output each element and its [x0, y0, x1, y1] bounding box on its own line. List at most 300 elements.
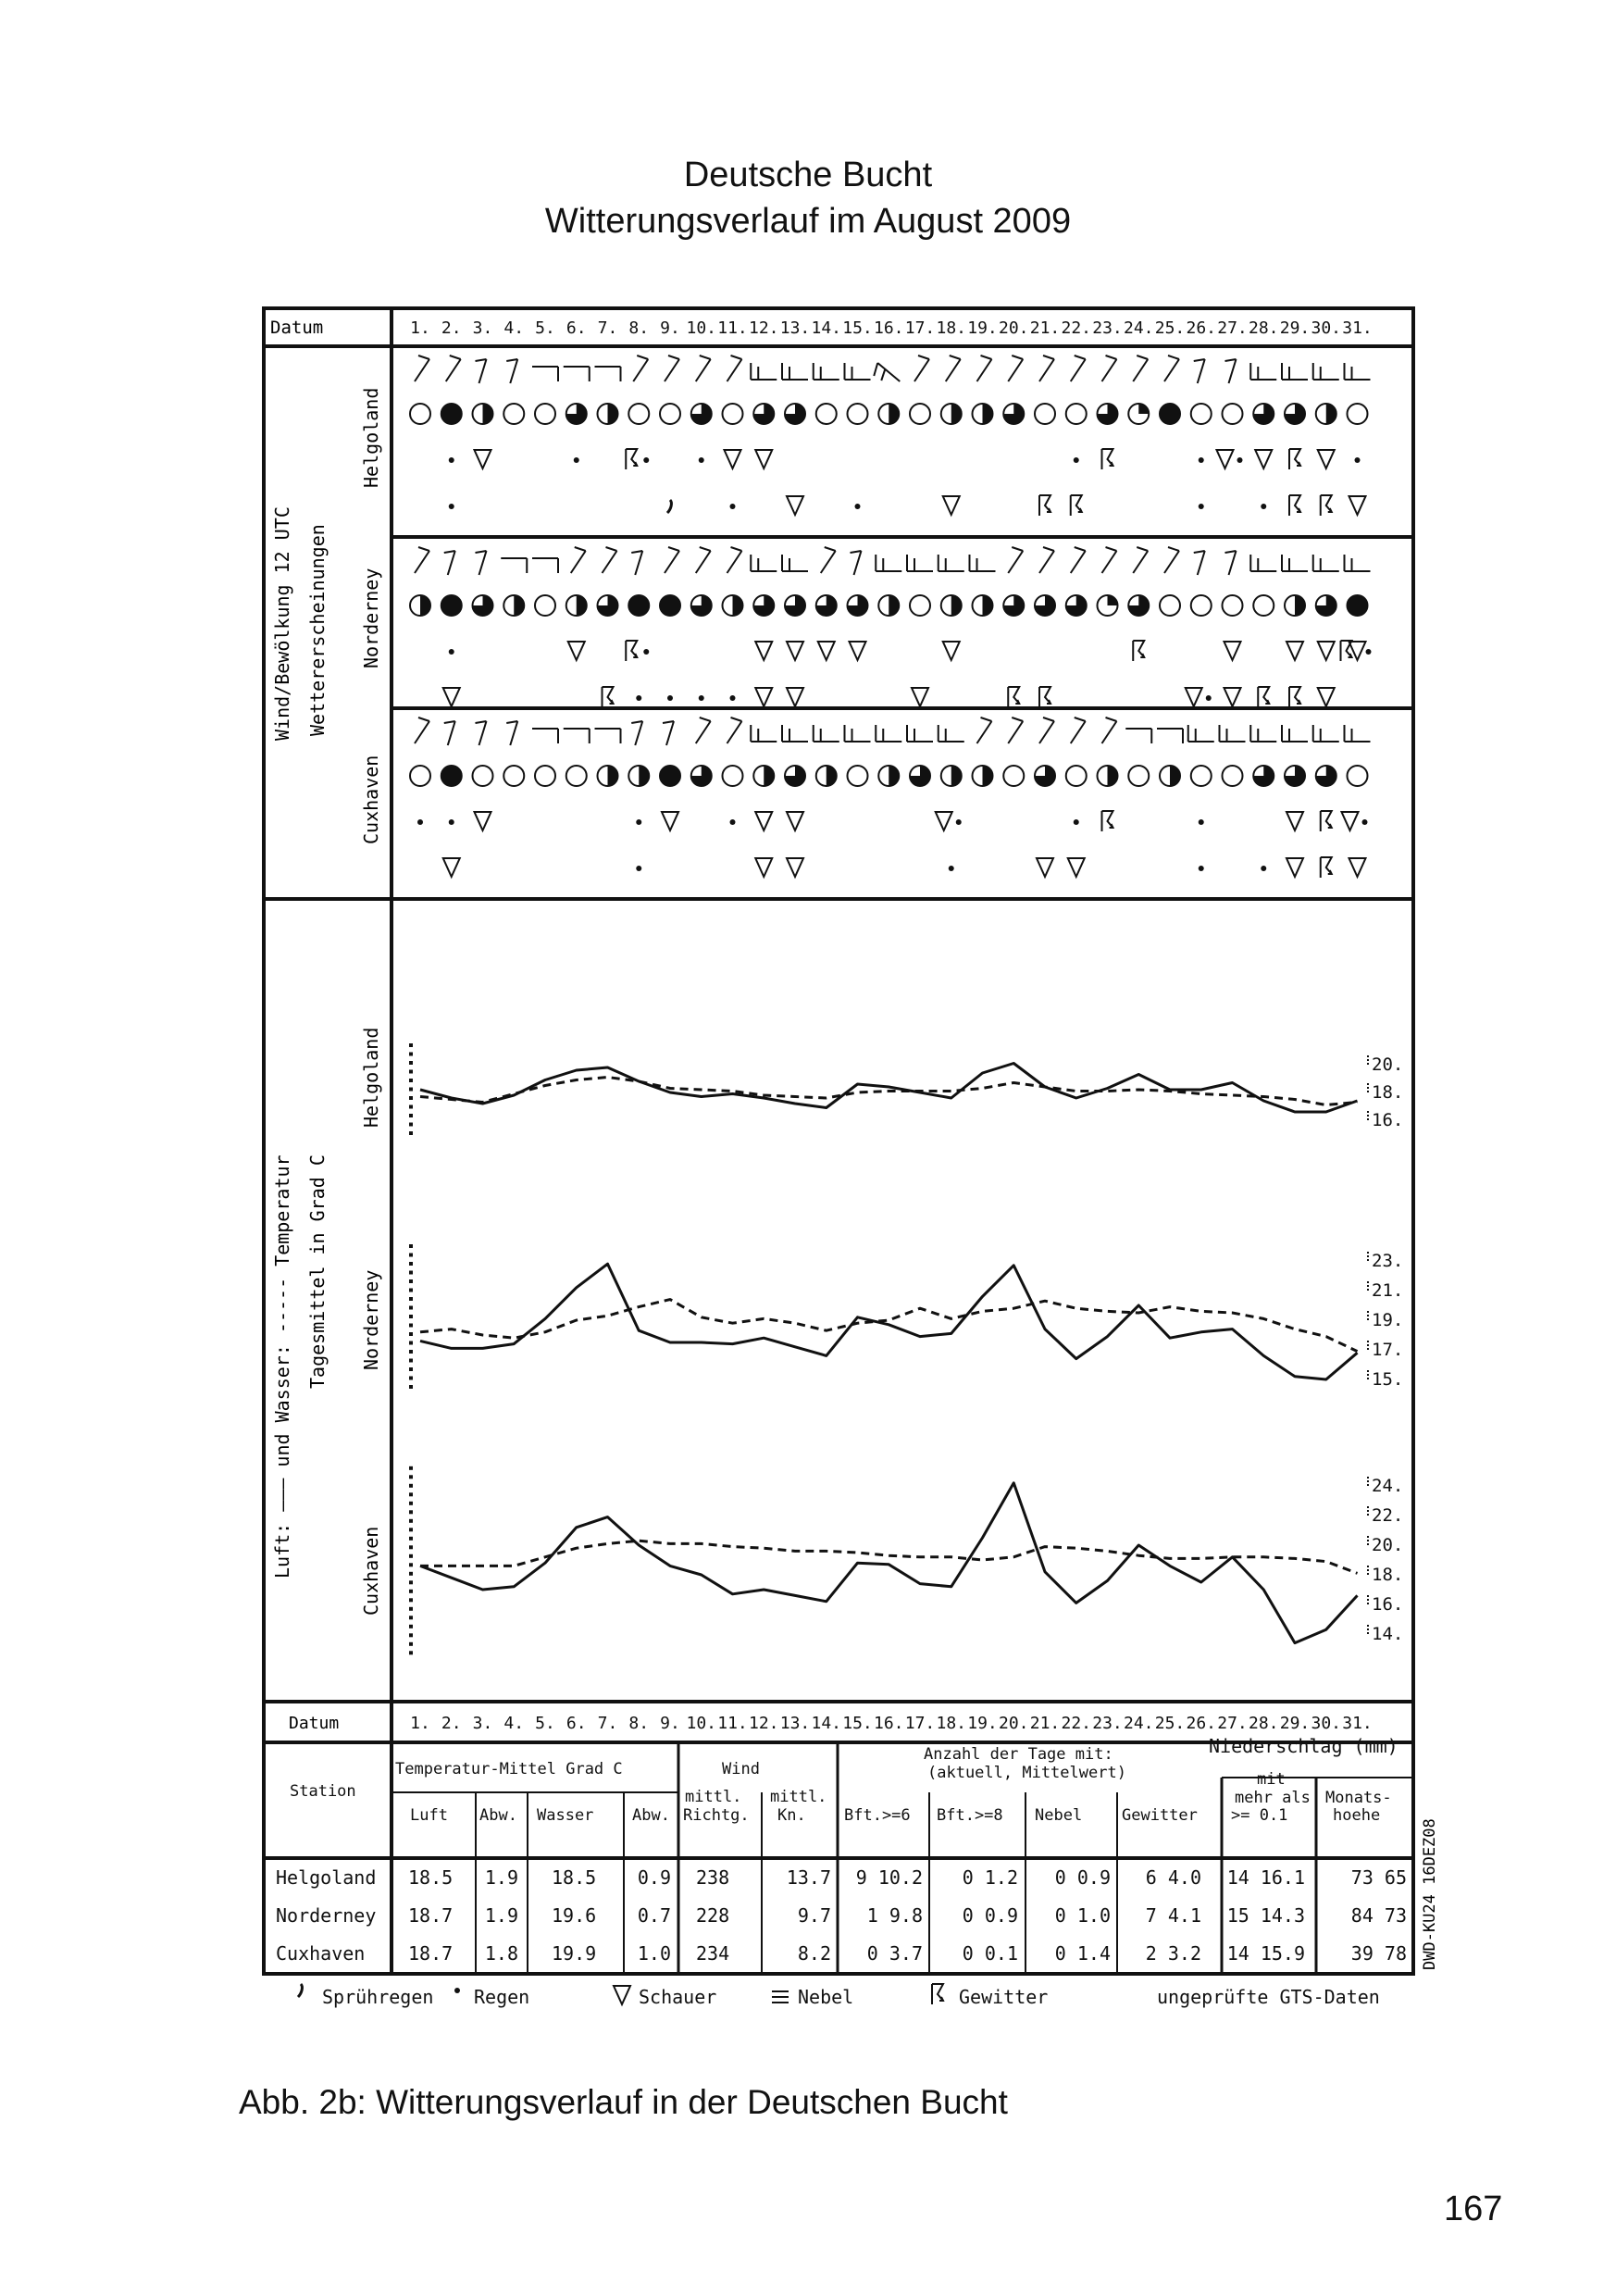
wind-barb-icon [603, 547, 617, 573]
axis-mark [409, 1537, 413, 1541]
bottom-day-label: 18. [936, 1714, 967, 1733]
cell-station: Cuxhaven [276, 1942, 366, 1965]
cell-abw2: 1.0 [637, 1942, 671, 1965]
wind-barb-icon [476, 359, 487, 383]
wind-barb-icon [1282, 555, 1308, 571]
cloud-cover-icon [441, 404, 462, 424]
drizzle-icon [667, 500, 671, 513]
cloud-cover-icon [503, 766, 524, 786]
storm-icon [1102, 449, 1113, 469]
wind-barb-icon [1225, 359, 1237, 383]
top-day-label: 9. [660, 318, 680, 338]
storm-icon [1289, 449, 1300, 469]
bottom-day-label: 29. [1279, 1714, 1311, 1733]
wind-barb-icon [751, 555, 777, 571]
axis-mark [409, 1096, 413, 1100]
wind-barb-icon [874, 363, 900, 381]
cloud-cover-icon [1223, 595, 1243, 616]
cloud-cover-icon [691, 595, 712, 616]
ytick-label: 17. [1372, 1340, 1404, 1360]
wind-barb-icon [631, 551, 642, 575]
wind-barb-icon [876, 725, 901, 742]
wind-barb-icon [1345, 725, 1371, 742]
storm-icon [626, 641, 637, 661]
cell-abw1: 1.9 [484, 1904, 518, 1927]
wind-barb-icon [977, 718, 992, 743]
top-day-label: 10. [686, 318, 717, 338]
cloud-cover-icon [1035, 404, 1055, 424]
ytick-label: 24. [1372, 1476, 1404, 1496]
cloud-cover-icon [410, 766, 430, 786]
wind-barb-icon [782, 725, 808, 742]
wind-side-label: Wind/Bewölkung 12 UTC [271, 506, 293, 741]
axis-mark [409, 1088, 413, 1092]
bottom-day-label: 20. [998, 1714, 1029, 1733]
shower-icon [662, 812, 678, 830]
wind-barb-icon [1313, 725, 1339, 742]
shower-icon [1224, 642, 1241, 660]
storm-icon [932, 1984, 943, 2004]
cloud-cover-icon [1128, 404, 1149, 424]
legend-drizzle: Sprühregen [322, 1986, 434, 2008]
cell-gewitter: 7 4.1 [1145, 1904, 1201, 1927]
dot-icon [1362, 819, 1368, 825]
th-days-group-1: Anzahl der Tage mit: [924, 1745, 1113, 1764]
th-monats-2: hoehe [1333, 1806, 1381, 1825]
cell-bft6: 9 10.2 [855, 1866, 923, 1889]
wind-barb-icon [814, 363, 839, 380]
bottom-day-label: 11. [717, 1714, 748, 1733]
shower-icon [1318, 688, 1335, 706]
ytick-label: 18. [1372, 1082, 1404, 1103]
wind-barb-icon [851, 551, 862, 575]
axis-mark [409, 1123, 413, 1127]
cloud-cover-icon [441, 766, 462, 786]
wind-barb-icon [946, 356, 961, 381]
dot-icon [855, 504, 861, 509]
dot-icon [1206, 695, 1212, 701]
cell-wasser: 18.5 [552, 1866, 597, 1889]
wind-barb-icon [1225, 551, 1237, 575]
bottom-day-label: 13. [779, 1714, 811, 1733]
cloud-cover-icon [1066, 404, 1087, 424]
wind-barb-icon [571, 547, 586, 573]
cloud-cover-icon [1003, 595, 1024, 616]
th-nebel: Nebel [1035, 1806, 1083, 1825]
th-mit-3: >= 0.1 [1231, 1806, 1288, 1825]
wind-barb-icon [845, 725, 871, 742]
shower-icon [787, 858, 803, 877]
cell-monat: 39 78 [1350, 1942, 1407, 1965]
wind-barb-icon [1008, 718, 1023, 743]
ytick-label: 14. [1372, 1624, 1404, 1644]
shower-icon [1349, 858, 1366, 877]
axis-mark [409, 1359, 413, 1363]
cell-richtg: 234 [696, 1942, 730, 1965]
top-day-label: 8. [628, 318, 650, 338]
wind-barb-icon [1071, 718, 1086, 743]
temp-panel-cuxhaven [409, 1466, 1403, 1655]
dot-icon [949, 866, 954, 871]
dot-icon [449, 457, 454, 463]
ytick-label: 16. [1372, 1594, 1404, 1615]
wind-barb-icon [1102, 547, 1117, 573]
wind-barb-icon [1282, 725, 1308, 742]
cloud-cover-icon [1098, 595, 1118, 616]
top-day-label: 29. [1279, 318, 1311, 338]
axis-mark [409, 1466, 413, 1470]
cloud-cover-icon [473, 766, 493, 786]
top-day-label: 21. [1029, 318, 1061, 338]
top-day-label: 6. [566, 318, 587, 338]
shower-icon [1255, 450, 1272, 468]
th-wind-group: Wind [722, 1760, 760, 1778]
wind-barb-icon [970, 555, 996, 571]
fog-icon [772, 1991, 789, 2003]
cloud-cover-icon [785, 595, 805, 616]
wind-barb-icon [876, 555, 901, 571]
cloud-cover-icon [1285, 404, 1305, 424]
shower-icon [787, 688, 803, 706]
dot-icon [1199, 866, 1204, 871]
wind-barb-icon [727, 718, 742, 743]
th-gewitter: Gewitter [1122, 1806, 1198, 1825]
dot-icon [574, 457, 579, 463]
dot-icon [730, 504, 736, 509]
day-labels-bottom [410, 1714, 1373, 1733]
legend-note: ungeprüfte GTS-Daten [1157, 1986, 1380, 2008]
ytick-label: 22. [1372, 1505, 1404, 1526]
th-kn-1: mittl. [770, 1788, 827, 1806]
axis-mark [409, 1271, 413, 1275]
dot-icon [699, 695, 704, 701]
th-kn-2: Kn. [777, 1806, 806, 1825]
axis-mark [409, 1607, 413, 1611]
cloud-cover-icon [1035, 766, 1055, 786]
storm-icon [1289, 495, 1300, 516]
cell-kn: 9.7 [797, 1904, 831, 1927]
dot-icon [636, 866, 641, 871]
cloud-cover-icon [910, 595, 930, 616]
top-day-label: 31. [1342, 318, 1373, 338]
legend-fog: Nebel [798, 1986, 854, 2008]
axis-mark [409, 1642, 413, 1646]
top-day-label: 12. [748, 318, 779, 338]
dot-icon [636, 695, 641, 701]
cloud-cover-icon [1128, 595, 1149, 616]
shower-icon [443, 858, 460, 877]
axis-mark [409, 1492, 413, 1496]
th-days-group-2: (aktuell, Mittelwert) [927, 1764, 1126, 1782]
wind-barb-icon [1102, 356, 1117, 381]
wind-barb-icon [1133, 547, 1148, 573]
axis-mark [409, 1043, 413, 1047]
axis-mark [409, 1315, 413, 1318]
top-day-label: 1. [410, 318, 430, 338]
cell-abw2: 0.7 [637, 1904, 671, 1927]
table-row [276, 1904, 1407, 1927]
wind-barb-icon [532, 558, 558, 573]
table-row [276, 1866, 1407, 1889]
wind-barb-icon [415, 547, 429, 573]
dot-icon [1366, 649, 1372, 655]
axis-mark [409, 1105, 413, 1109]
page-subtitle: Witterungsverlauf im August 2009 [544, 202, 1072, 241]
temp-panel-helgoland [409, 1043, 1403, 1135]
page-number: 167 [1444, 2190, 1503, 2228]
bottom-day-label: 31. [1342, 1714, 1373, 1733]
wind-barb-icon [1282, 363, 1308, 380]
station-label-cuxhaven-top: Cuxhaven [360, 755, 382, 844]
cloud-cover-icon [691, 766, 712, 786]
side-code: DWD-KU24 16DEZ08 [1421, 1818, 1439, 1970]
axis-mark [409, 1545, 413, 1549]
cell-luft: 18.5 [408, 1866, 454, 1889]
station-symbols-norderney [410, 547, 1372, 707]
cloud-cover-icon [785, 766, 805, 786]
cloud-cover-icon [941, 404, 962, 424]
cloud-cover-icon [535, 595, 555, 616]
shower-icon [1318, 642, 1335, 660]
cloud-cover-icon [723, 766, 743, 786]
drizzle-icon [298, 1984, 302, 1997]
cloud-cover-icon [941, 595, 962, 616]
station-label-cuxhaven-chart: Cuxhaven [360, 1526, 382, 1616]
cloud-cover-icon [1223, 404, 1243, 424]
cell-mehr: 15 14.3 [1226, 1904, 1305, 1927]
shower-icon [787, 642, 803, 660]
axis-mark [409, 1502, 413, 1505]
wind-barb-icon [476, 721, 487, 745]
dot-icon [1355, 457, 1361, 463]
cloud-cover-icon [1066, 595, 1087, 616]
shower-icon [1068, 858, 1085, 877]
cloud-cover-icon [1003, 766, 1024, 786]
axis-mark [409, 1324, 413, 1328]
bottom-day-label: 3. [472, 1714, 493, 1733]
wind-barb-icon [939, 555, 964, 571]
bottom-day-label: 23. [1092, 1714, 1123, 1733]
wind-barb-icon [532, 729, 558, 743]
top-day-label: 16. [873, 318, 904, 338]
cloud-cover-icon [723, 595, 743, 616]
cloud-cover-icon [816, 404, 837, 424]
axis-mark [409, 1350, 413, 1354]
shower-icon [755, 858, 772, 877]
storm-icon [1102, 811, 1113, 831]
wind-barb-icon [727, 356, 742, 381]
temp-panel-norderney [409, 1244, 1403, 1390]
dot-icon [699, 457, 704, 463]
wind-barb-icon [532, 367, 558, 381]
storm-icon [603, 687, 614, 707]
wind-barb-icon [1345, 363, 1371, 380]
shower-icon [850, 642, 866, 660]
station-symbols-helgoland [410, 356, 1371, 516]
bottom-day-label: 4. [503, 1714, 525, 1733]
top-day-label: 14. [811, 318, 842, 338]
bottom-day-label: 6. [566, 1714, 587, 1733]
wind-barb-icon [1313, 363, 1339, 380]
storm-icon [1071, 495, 1082, 516]
cell-abw1: 1.8 [484, 1942, 518, 1965]
wind-barb-icon [727, 547, 742, 573]
storm-icon [1321, 811, 1332, 831]
wind-barb-icon [1188, 725, 1214, 742]
cloud-cover-icon [628, 766, 649, 786]
shower-icon [943, 642, 960, 660]
wind-barb-icon [444, 721, 455, 745]
bottom-day-label: 24. [1123, 1714, 1154, 1733]
th-bft6: Bft.>=6 [844, 1806, 911, 1825]
bottom-day-label: 9. [660, 1714, 680, 1733]
cell-station: Norderney [276, 1904, 377, 1927]
temperature-chart [409, 1043, 1403, 1654]
ytick-label: 15. [1372, 1369, 1404, 1390]
axis-mark [409, 1079, 413, 1082]
cloud-cover-icon [598, 404, 618, 424]
cloud-cover-icon [1316, 595, 1336, 616]
cell-nebel: 0 1.0 [1054, 1904, 1111, 1927]
bottom-day-label: 12. [748, 1714, 779, 1733]
figure-caption: Abb. 2b: Witterungsverlauf in der Deutschen Bucht [239, 2083, 1008, 2121]
ytick-label: 23. [1372, 1251, 1404, 1271]
bottom-day-label: 22. [1061, 1714, 1092, 1733]
axis-mark [409, 1332, 413, 1336]
wind-barb-icon [1220, 725, 1246, 742]
shower-icon [755, 642, 772, 660]
shower-icon [912, 688, 928, 706]
shower-icon [755, 450, 772, 468]
wind-barb-icon [1164, 547, 1179, 573]
legend-shower: Schauer [639, 1986, 717, 2008]
cloud-cover-icon [1066, 766, 1087, 786]
shower-icon [1342, 812, 1359, 830]
axis-mark [409, 1590, 413, 1593]
axis-mark [409, 1616, 413, 1619]
temperature-side-label: Luft: ——— und Wasser: ----- Temperatur [271, 1154, 293, 1578]
phenomena-side-label: Wettererscheinungen [306, 524, 329, 736]
page-title: Deutsche Bucht [683, 156, 933, 194]
wind-barb-icon [1039, 356, 1054, 381]
station-symbols-cuxhaven [410, 718, 1371, 878]
cloud-cover-icon [785, 404, 805, 424]
ytick-label: 18. [1372, 1565, 1404, 1585]
storm-icon [1289, 687, 1300, 707]
wind-barb-icon [1071, 356, 1086, 381]
axis-mark [409, 1484, 413, 1488]
bottom-day-label: 17. [904, 1714, 936, 1733]
cell-kn: 8.2 [797, 1942, 831, 1965]
series-luft [420, 1483, 1358, 1643]
cloud-cover-icon [973, 404, 993, 424]
ytick-label: 21. [1372, 1280, 1404, 1301]
cell-bft8: 0 0.9 [962, 1904, 1018, 1927]
cloud-cover-icon [566, 595, 587, 616]
cloud-cover-icon [441, 595, 462, 616]
bottom-day-label: 19. [967, 1714, 998, 1733]
cell-gewitter: 2 3.2 [1145, 1942, 1201, 1965]
wind-barb-icon [1133, 356, 1148, 381]
th-bft8: Bft.>=8 [937, 1806, 1003, 1825]
bottom-day-label: 25. [1154, 1714, 1186, 1733]
series-luft [420, 1064, 1358, 1113]
cloud-cover-icon [598, 766, 618, 786]
cloud-cover-icon [910, 404, 930, 424]
wind-barb-icon [1157, 729, 1183, 743]
cloud-cover-icon [848, 595, 868, 616]
cell-luft: 18.7 [408, 1904, 454, 1927]
th-temp-group: Temperatur-Mittel Grad C [395, 1760, 623, 1778]
cloud-cover-icon [753, 595, 774, 616]
axis-mark [409, 1244, 413, 1248]
cloud-cover-icon [410, 595, 430, 616]
cell-gewitter: 6 4.0 [1145, 1866, 1201, 1889]
shower-icon [1287, 812, 1303, 830]
dot-icon [636, 819, 641, 825]
cell-abw1: 1.9 [484, 1866, 518, 1889]
wind-barb-icon [845, 363, 871, 380]
bottom-day-label: 7. [597, 1714, 618, 1733]
shower-icon [443, 688, 460, 706]
wind-barb-icon [446, 356, 461, 381]
wind-barb-icon [782, 363, 808, 380]
legend-storm: Gewitter [959, 1986, 1049, 2008]
cell-luft: 18.7 [408, 1942, 454, 1965]
wind-barb-icon [595, 729, 621, 743]
top-day-label: 24. [1123, 318, 1154, 338]
axis-mark [409, 1651, 413, 1654]
bottom-day-label: 21. [1029, 1714, 1061, 1733]
cell-richtg: 238 [696, 1866, 730, 1889]
th-station: Station [290, 1782, 356, 1801]
storm-icon [1258, 687, 1269, 707]
wind-barb-icon [696, 718, 711, 743]
shower-icon [936, 812, 952, 830]
storm-icon [1321, 495, 1332, 516]
cell-mehr: 14 16.1 [1226, 1866, 1305, 1889]
cloud-cover-icon [660, 404, 680, 424]
top-day-label: 5. [535, 318, 555, 338]
cloud-cover-icon [1160, 766, 1180, 786]
axis-mark [409, 1510, 413, 1514]
cloud-cover-icon [973, 766, 993, 786]
wind-barb-icon [506, 721, 517, 745]
axis-mark [409, 1385, 413, 1389]
dot-icon [730, 819, 736, 825]
dot-icon [667, 695, 673, 701]
ytick-label: 19. [1372, 1310, 1404, 1330]
cloud-cover-icon [1160, 595, 1180, 616]
th-mit-1: mit [1257, 1770, 1286, 1789]
cell-mehr: 14 15.9 [1226, 1942, 1305, 1965]
wind-barb-icon [415, 718, 429, 743]
th-richtg-2: Richtg. [683, 1806, 750, 1825]
th-abw1: Abw. [479, 1806, 517, 1825]
wind-barb-icon [665, 547, 679, 573]
temperature-panel [264, 899, 1413, 1702]
cloud-cover-icon [723, 404, 743, 424]
wind-barb-icon [782, 555, 808, 571]
wind-barb-icon [751, 363, 777, 380]
series-wasser [420, 1078, 1358, 1105]
wind-barb-icon [564, 367, 590, 381]
wind-barb-icon [665, 356, 679, 381]
top-day-label: 30. [1311, 318, 1342, 338]
shower-icon [1318, 450, 1335, 468]
dot-icon [1074, 457, 1079, 463]
cell-bft6: 0 3.7 [866, 1942, 923, 1965]
